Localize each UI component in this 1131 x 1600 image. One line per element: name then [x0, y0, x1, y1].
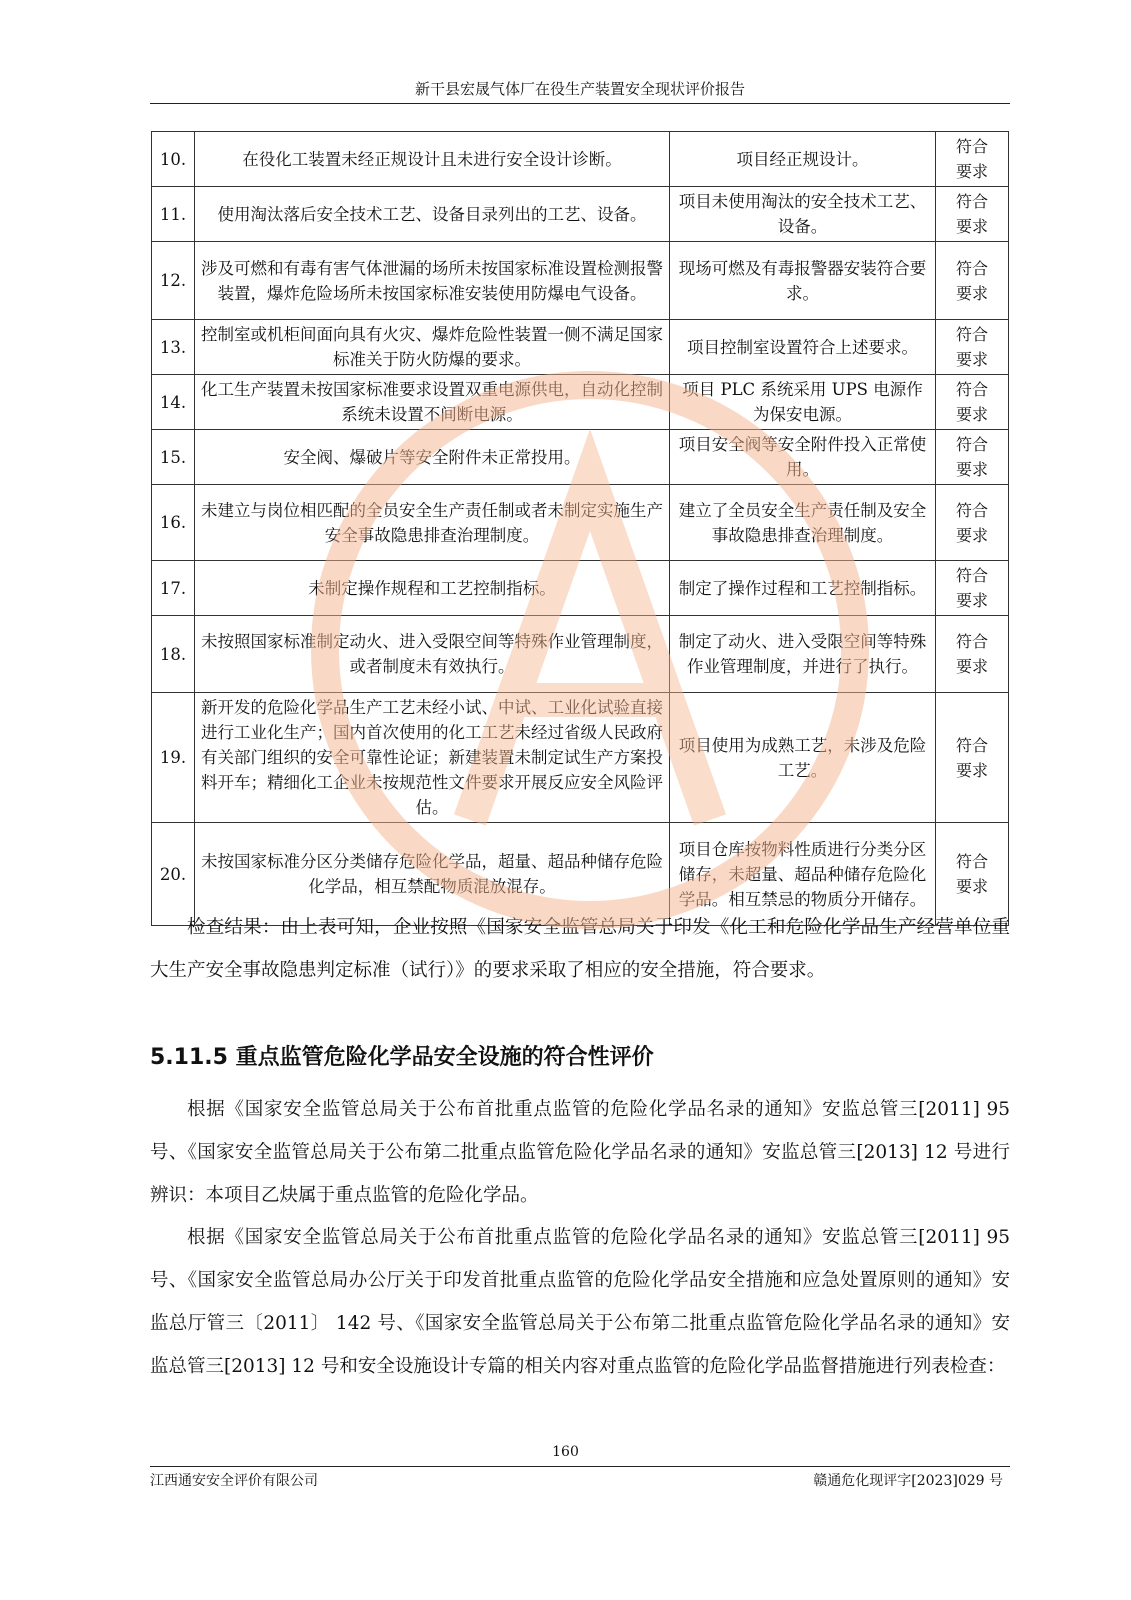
result-cell: 建立了全员安全生产责任制及安全事故隐患排查治理制度。 [670, 485, 936, 561]
result-cell: 项目 PLC 系统采用 UPS 电源作为保安电源。 [670, 375, 936, 430]
status-cell: 符合 要求 [936, 616, 1009, 693]
status-cell: 符合 要求 [936, 823, 1009, 926]
result-cell: 项目仓库按物料性质进行分类分区储存，未超量、超品种储存危险化学品。相互禁忌的物质分开储存。 [670, 823, 936, 926]
table-row [152, 693, 1009, 823]
result-cell: 项目控制室设置符合上述要求。 [670, 320, 936, 375]
table-row [152, 430, 1009, 485]
result-cell: 项目经正规设计。 [670, 132, 936, 187]
status-cell: 符合 要求 [936, 320, 1009, 375]
requirement-cell: 控制室或机柜间面向具有火灾、爆炸危险性装置一侧不满足国家标准关于防火防爆的要求。 [195, 320, 670, 375]
page-number: 160 [552, 1444, 579, 1460]
requirement-cell: 化工生产装置未按国家标准要求设置双重电源供电，自动化控制系统未设置不间断电源。 [195, 375, 670, 430]
footer-doc-number: 赣通危化现评字[2023]029 号 [813, 1473, 1003, 1489]
header-rule [150, 103, 1010, 104]
row-number-cell: 14. [152, 375, 195, 430]
requirement-cell: 未建立与岗位相匹配的全员安全生产责任制或者未制定实施生产安全事故隐患排查治理制度。 [195, 485, 670, 561]
result-cell: 制定了操作过程和工艺控制指标。 [670, 561, 936, 616]
requirement-cell: 新开发的危险化学品生产工艺未经小试、中试、工业化试验直接进行工业化生产；国内首次使用的化工工艺未经过省级人民政府有关部门组织的安全可靠性论证；新建装置未制定试生产方案投料开车；精细化工企业未按规范性文件要求开展反应安全风险评估。 [195, 693, 670, 823]
result-cell: 项目安全阀等安全附件投入正常使用。 [670, 430, 936, 485]
table-row [152, 320, 1009, 375]
row-number-cell: 19. [152, 693, 195, 823]
row-number-cell: 16. [152, 485, 195, 561]
table-row [152, 187, 1009, 242]
status-cell: 符合 要求 [936, 187, 1009, 242]
table-row [152, 132, 1009, 187]
result-cell: 现场可燃及有毒报警器安装符合要求。 [670, 242, 936, 320]
check-table [151, 131, 1009, 926]
table-row [152, 616, 1009, 693]
table-row [152, 242, 1009, 320]
section-heading: 5.11.5 重点监管危险化学品安全设施的符合性评价 [150, 1045, 654, 1070]
result-cell: 制定了动火、进入受限空间等特殊作业管理制度，并进行了执行。 [670, 616, 936, 693]
status-cell: 符合 要求 [936, 693, 1009, 823]
footer-rule [150, 1466, 1010, 1467]
status-cell: 符合 要求 [936, 430, 1009, 485]
footer-company: 江西通安安全评价有限公司 [150, 1473, 318, 1489]
paragraph-1: 根据《国家安全监管总局关于公布首批重点监管的危险化学品名录的通知》安监总管三[2011] 95 号、《国家安全监管总局关于公布第二批重点监管危险化学品名录的通知》安监总管三[2013] 12 号进行辨识：本项目乙炔属于重点监管的危险化学品。 [150, 1099, 1010, 1206]
row-number-cell: 12. [152, 242, 195, 320]
requirement-cell: 未制定操作规程和工艺控制指标。 [195, 561, 670, 616]
requirement-cell: 在役化工装置未经正规设计且未进行安全设计诊断。 [195, 132, 670, 187]
row-number-cell: 11. [152, 187, 195, 242]
requirement-cell: 安全阀、爆破片等安全附件未正常投用。 [195, 430, 670, 485]
requirement-cell: 未按国家标准分区分类储存危险化学品，超量、超品种储存危险化学品，相互禁配物质混放混存。 [195, 823, 670, 926]
status-cell: 符合 要求 [936, 132, 1009, 187]
requirement-cell: 使用淘汰落后安全技术工艺、设备目录列出的工艺、设备。 [195, 187, 670, 242]
status-cell: 符合 要求 [936, 242, 1009, 320]
row-number-cell: 13. [152, 320, 195, 375]
row-number-cell: 10. [152, 132, 195, 187]
requirement-cell: 涉及可燃和有毒有害气体泄漏的场所未按国家标准设置检测报警装置，爆炸危险场所未按国家标准安装使用防爆电气设备。 [195, 242, 670, 320]
conclusion-paragraph: 检查结果：由上表可知，企业按照《国家安全监管总局关于印发《化工和危险化学品生产经营单位重大生产安全事故隐患判定标准（试行）》的要求采取了相应的安全措施，符合要求。 [150, 917, 1010, 981]
result-cell: 项目使用为成熟工艺，未涉及危险工艺。 [670, 693, 936, 823]
status-cell: 符合 要求 [936, 561, 1009, 616]
row-number-cell: 20. [152, 823, 195, 926]
status-cell: 符合 要求 [936, 485, 1009, 561]
result-cell: 项目未使用淘汰的安全技术工艺、设备。 [670, 187, 936, 242]
table-row [152, 485, 1009, 561]
status-cell: 符合 要求 [936, 375, 1009, 430]
paragraph-2: 根据《国家安全监管总局关于公布首批重点监管的危险化学品名录的通知》安监总管三[2011] 95 号、《国家安全监管总局办公厅关于印发首批重点监管的危险化学品安全措施和应急处置原则的通知》安监总厅管三〔2011〕 142 号、《国家安全监管总局关于公布第二批重点监管危险化学品名录的通知》安监总管三[2013] 12 号和安全设施设计专篇的相关内容对重点监管的危险化学品监督措施进行列表检查： [150, 1227, 1010, 1377]
row-number-cell: 15. [152, 430, 195, 485]
page-header-title: 新干县宏晟气体厂在役生产装置安全现状评价报告 [414, 80, 745, 98]
requirement-cell: 未按照国家标准制定动火、进入受限空间等特殊作业管理制度，或者制度未有效执行。 [195, 616, 670, 693]
row-number-cell: 18. [152, 616, 195, 693]
table-row [152, 375, 1009, 430]
table-row [152, 561, 1009, 616]
row-number-cell: 17. [152, 561, 195, 616]
